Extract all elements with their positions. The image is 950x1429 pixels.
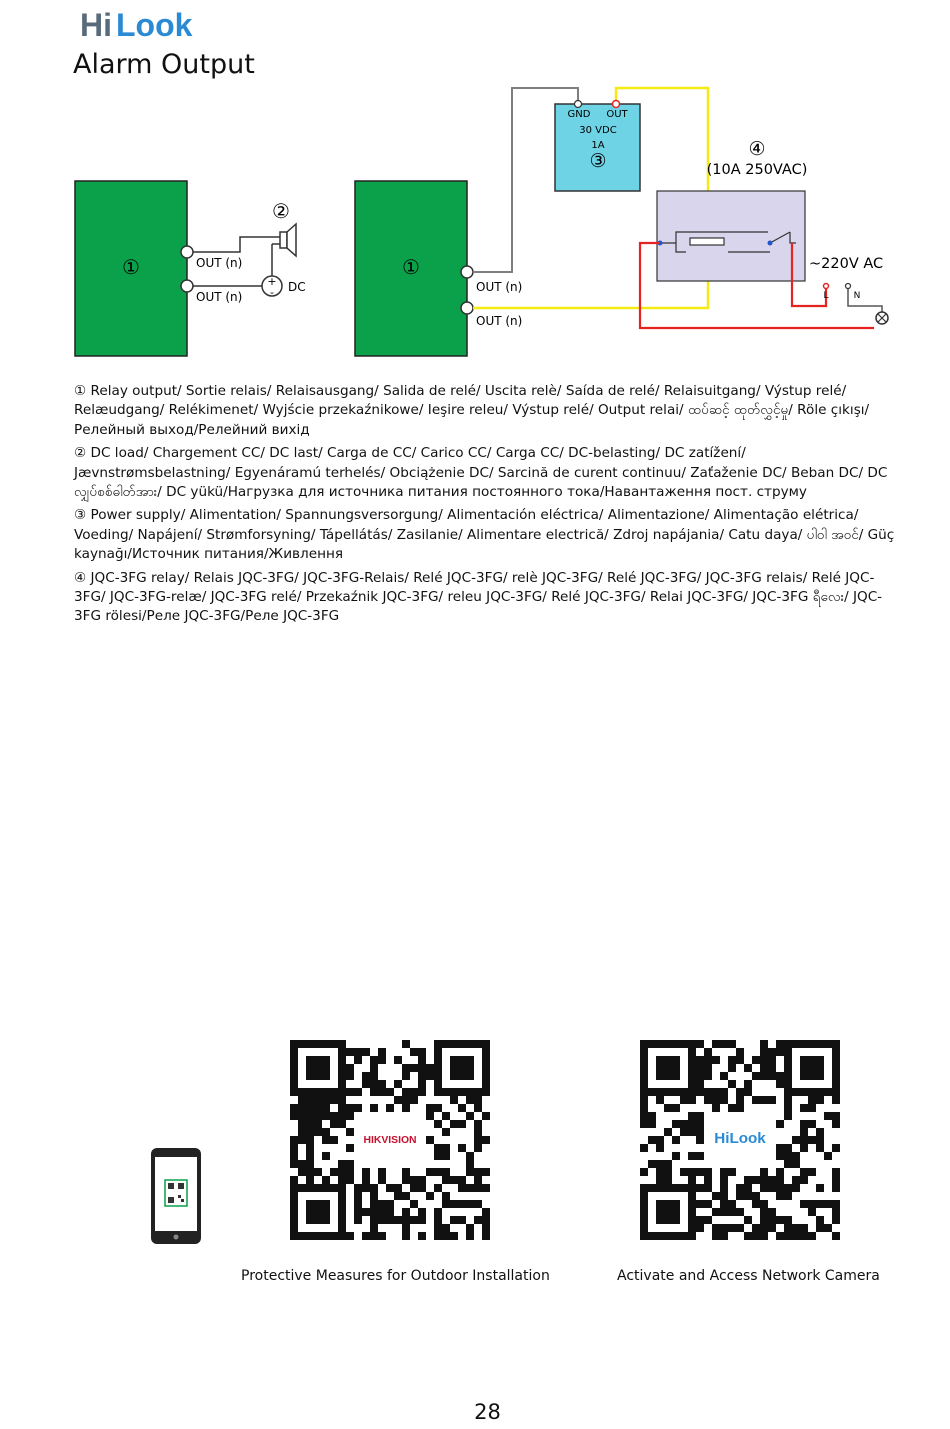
horn-icon [280, 224, 296, 256]
marker-1-left: ① [122, 255, 140, 279]
hilook-logo [80, 6, 210, 44]
out-label-left-1: OUT (n) [196, 256, 243, 270]
terminal-n [846, 284, 851, 289]
qr-caption-outdoor: Protective Measures for Outdoor Installation [241, 1268, 550, 1284]
logo-text-hi: Hi [80, 7, 112, 43]
psu-out-terminal [613, 101, 620, 108]
psu-current: 1A [591, 140, 605, 151]
out-label-right-1: OUT (n) [476, 280, 523, 294]
page-title: Alarm Output [73, 49, 255, 80]
out-label-left-2: OUT (n) [196, 290, 243, 304]
legend-item-2: ② DC load/ Chargement CC/ DC last/ Carga de CC/ Carico CC/ Carga CC/ DC-belasting/ DC zatížení/ Jævnstrømsbelastning/ Egyenáramú terhelés/ Obciążenie DC/ Sarcină de curent continuu/ Zaťaženie DC/ Beban DC/ DC လျှပ်စစ်ဓါတ်အား/ DC yükü/Нагрузка для источника питания постоянного тока/Навантаження пост. струму [74, 445, 888, 501]
relay-node-2 [768, 241, 773, 246]
wire-to-horn [193, 237, 280, 252]
legend [74, 382, 904, 631]
ac-label: ~220V AC [809, 256, 884, 272]
qr-caption-activate: Activate and Access Network Camera [617, 1268, 880, 1284]
marker-2: ② [272, 199, 290, 223]
logo-text-look: Look [116, 7, 193, 43]
legend-item-4: ④ JQC-3FG relay/ Relais JQC-3FG/ JQC-3FG-Relais/ Relé JQC-3FG/ relè JQC-3FG/ Relé JQC-3FG/ JQC-3FG relais/ Relé JQC-3FG/ JQC-3FG-relæ/ JQC-3FG relé/ Przekaźnik JQC-3FG/ releu JQC-3FG/ Relé JQC-3FG/ Relai JQC-3FG/ JQC-3FG ရီလေး/ JQC-3FG rölesi/Реле JQC-3FG/Реле JQC-3FG [74, 569, 883, 625]
marker-3: ③ [589, 150, 607, 172]
legend-item-1: ① Relay output/ Sortie relais/ Relaisausgang/ Salida de relé/ Uscita relè/ Saída de relé/ Relaisuitgang/ Výstup relé/ Relæudgang/ Relékimenet/ Wyjście przekaźnikowe/ Ieşire releu/ Výstup relé/ Output relai/ ထပ်ဆင့် ထုတ်လွှင့်မှု/ Röle çıkışı/Релейный выход/Релейний вихід [74, 383, 870, 438]
terminal-left-1 [181, 246, 193, 258]
dc-plus: + [267, 275, 277, 288]
marker-4: ④ [748, 138, 766, 160]
dc-label: DC [288, 280, 306, 294]
qr-code-activate[interactable] [640, 1040, 840, 1240]
lamp-icon [876, 312, 888, 324]
label-n: N [853, 291, 861, 301]
relay-coil-icon [690, 238, 724, 245]
page-number: 28 [474, 1400, 501, 1424]
terminal-left-2 [181, 280, 193, 292]
label-l: L [823, 291, 829, 301]
psu-out-label: OUT [606, 109, 628, 120]
terminal-l [824, 284, 829, 289]
dc-minus: - [270, 286, 274, 299]
qr-center-label: HIKVISION [363, 1135, 417, 1147]
qr-center-label: HiLook [714, 1130, 766, 1148]
relay-rating: (10A 250VAC) [706, 162, 808, 178]
psu-gnd-terminal [575, 101, 582, 108]
out-label-right-2: OUT (n) [476, 314, 523, 328]
terminal-right-1 [461, 266, 473, 278]
phone-scan-icon [150, 1147, 202, 1245]
legend-item-3: ③ Power supply/ Alimentation/ Spannungsversorgung/ Alimentación eléctrica/ Alimentazione/ Alimentação elétrica/ Voeding/ Napájení/ Strømforsyning/ Tápellátás/ Zasilanie/ Alimentare electrică/ Zdroj napájania/ Catu daya/ ပါဝါ အဝင်/ Güç kaynağı/Источник питания/Живлення [74, 507, 895, 563]
marker-1-right: ① [402, 255, 420, 279]
alarm-output-diagram [0, 80, 950, 370]
terminal-right-2 [461, 302, 473, 314]
qr-code-outdoor[interactable] [290, 1040, 490, 1240]
psu-gnd-label: GND [567, 109, 591, 120]
psu-voltage: 30 VDC [579, 125, 617, 136]
